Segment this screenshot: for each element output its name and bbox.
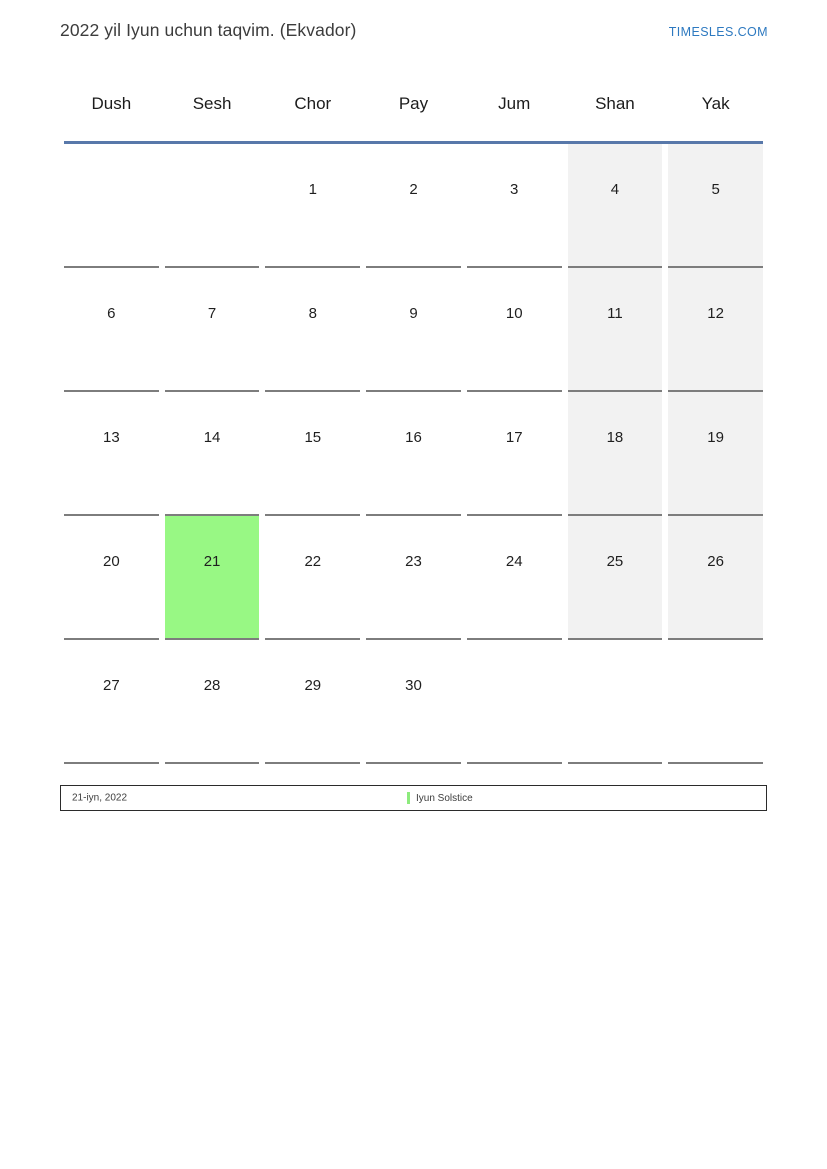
legend-box <box>60 785 767 811</box>
day-cell-26: 26 <box>668 516 763 640</box>
day-cell-10: 10 <box>467 268 562 392</box>
day-cell-16: 16 <box>366 392 461 516</box>
legend-items <box>407 786 473 810</box>
day-cell-30: 30 <box>366 640 461 764</box>
day-cell-7: 7 <box>165 268 260 392</box>
day-cell-15: 15 <box>265 392 360 516</box>
day-cell-13: 13 <box>64 392 159 516</box>
day-cell-3: 3 <box>467 144 562 268</box>
calendar <box>64 88 763 764</box>
day-cell-28: 28 <box>165 640 260 764</box>
site-link[interactable]: TIMESLES.COM <box>668 25 768 39</box>
day-cell-24: 24 <box>467 516 562 640</box>
day-cell-empty <box>467 640 562 764</box>
day-cell-27: 27 <box>64 640 159 764</box>
day-cell-empty <box>165 144 260 268</box>
day-cell-12: 12 <box>668 268 763 392</box>
weekday-header-sesh: Sesh <box>192 94 232 113</box>
weekday-header-row <box>64 88 763 120</box>
weekday-header-chor: Chor <box>294 94 332 113</box>
weekday-header-pay: Pay <box>398 94 429 113</box>
day-cell-22: 22 <box>265 516 360 640</box>
day-cell-29: 29 <box>265 640 360 764</box>
day-cell-9: 9 <box>366 268 461 392</box>
weekday-header-yak: Yak <box>701 94 730 113</box>
day-cell-5: 5 <box>668 144 763 268</box>
day-cell-2: 2 <box>366 144 461 268</box>
day-cell-18: 18 <box>568 392 663 516</box>
week-row <box>64 516 763 640</box>
day-cell-19: 19 <box>668 392 763 516</box>
week-row <box>64 144 763 268</box>
legend-item <box>407 792 473 804</box>
legend-label: Iyun Solstice <box>416 792 473 804</box>
page-header <box>60 20 768 41</box>
day-cell-6: 6 <box>64 268 159 392</box>
day-cell-17: 17 <box>467 392 562 516</box>
day-cell-empty <box>568 640 663 764</box>
day-cell-empty <box>64 144 159 268</box>
day-cell-21: 21 <box>165 516 260 640</box>
day-cell-14: 14 <box>165 392 260 516</box>
day-cell-23: 23 <box>366 516 461 640</box>
day-cell-4: 4 <box>568 144 663 268</box>
page-title: 2022 yil Iyun uchun taqvim. (Ekvador) <box>60 20 357 40</box>
week-row <box>64 640 763 764</box>
weekday-header-dush: Dush <box>91 94 132 113</box>
weekday-header-shan: Shan <box>595 94 635 113</box>
day-cell-1: 1 <box>265 144 360 268</box>
week-row <box>64 392 763 516</box>
weekday-header-jum: Jum <box>498 94 531 113</box>
legend-date: 21-iyn, 2022 <box>72 792 128 804</box>
calendar-grid <box>64 144 763 764</box>
day-cell-11: 11 <box>568 268 663 392</box>
day-cell-empty <box>668 640 763 764</box>
day-cell-8: 8 <box>265 268 360 392</box>
week-row <box>64 268 763 392</box>
day-cell-20: 20 <box>64 516 159 640</box>
legend-marker-icon <box>407 792 410 804</box>
day-cell-25: 25 <box>568 516 663 640</box>
